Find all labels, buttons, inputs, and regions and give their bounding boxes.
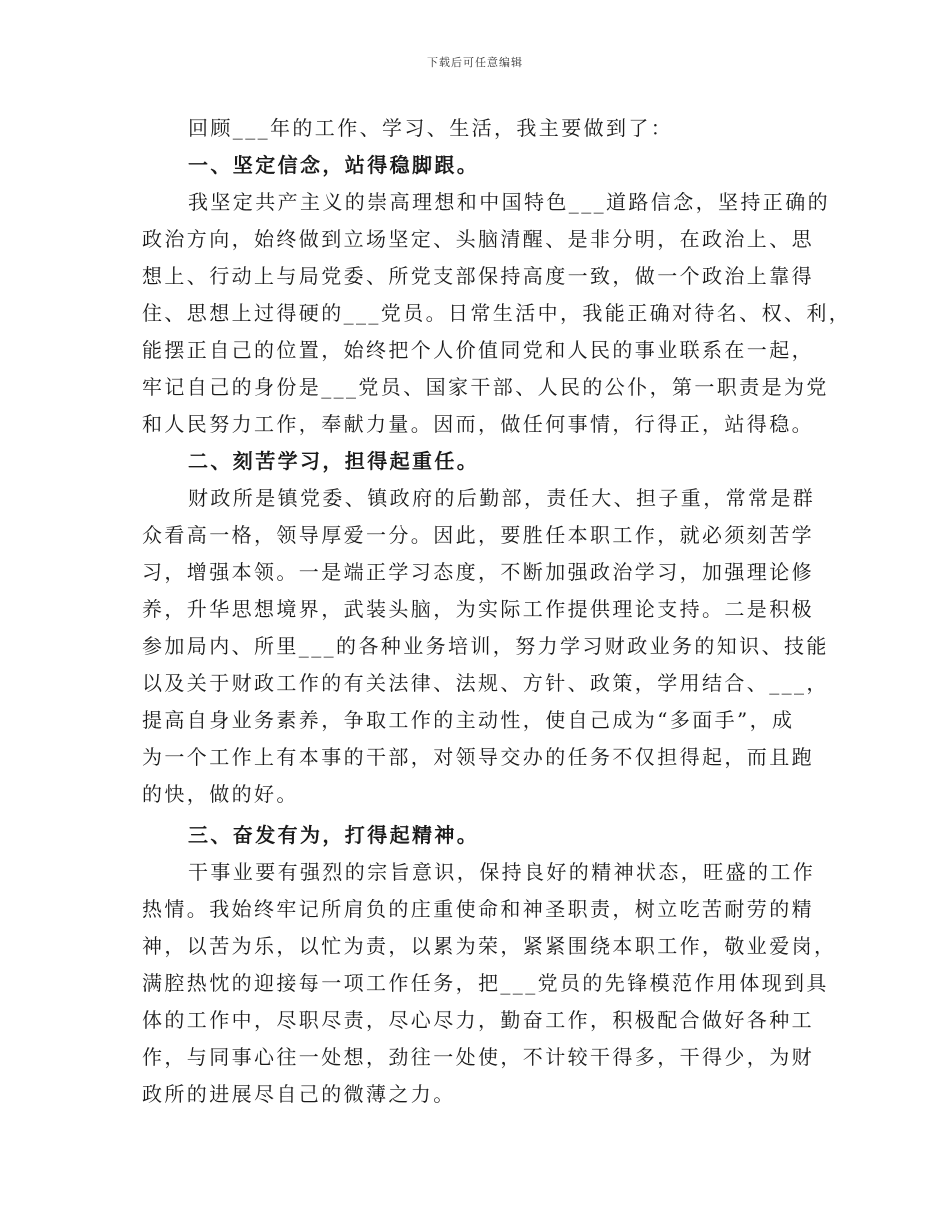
paragraph-line: 政所的进展尽自己的微薄之力。 — [142, 1082, 456, 1106]
paragraph-line: 习，增强本领。一是端正学习态度，不断加强政治学习，加强理论修 — [142, 560, 814, 584]
paragraph-line: 以及关于财政工作的有关法律、法规、方针、政策，学用结合、___， — [142, 671, 829, 695]
paragraph-line: 能摆正自己的位置，始终把个人价值同党和人民的事业联系在一起， — [142, 338, 814, 362]
paragraph-line: 提高自身业务素养，争取工作的主动性，使自己成为“多面手”，成 — [142, 708, 795, 732]
intro-paragraph-line: 回顾___年的工作、学习、生活，我主要做到了： — [188, 116, 674, 140]
section-heading-2: 二、刻苦学习，担得起重任。 — [188, 449, 480, 473]
paragraph-line: 牢记自己的身份是___党员、国家干部、人民的公仆，第一职责是为党 — [142, 375, 829, 399]
page-header: 下载后可任意编辑 — [427, 56, 523, 69]
paragraph-line: 和人民努力工作，奉献力量。因而，做任何事情，行得正，站得稳。 — [142, 412, 814, 436]
paragraph-line: 干事业要有强烈的宗旨意识，保持良好的精神状态，旺盛的工作 — [188, 860, 816, 884]
paragraph-line: 财政所是镇党委、镇政府的后勤部，责任大、担子重，常常是群 — [188, 486, 816, 510]
paragraph-line: 神，以苦为乐，以忙为责，以累为荣，紧紧围绕本职工作，敬业爱岗， — [142, 934, 837, 958]
paragraph-line: 满腔热忱的迎接每一项工作任务，把___党员的先锋模范作用体现到具 — [142, 971, 829, 995]
paragraph-line: 热情。我始终牢记所肩负的庄重使命和神圣职责，树立吃苦耐劳的精 — [142, 897, 814, 921]
section-heading-1: 一、坚定信念，站得稳脚跟。 — [188, 153, 480, 177]
paragraph-line: 体的工作中，尽职尽责，尽心尽力，勤奋工作，积极配合做好各种工 — [142, 1008, 814, 1032]
paragraph-line: 作，与同事心往一处想，劲往一处使，不计较干得多，干得少，为财 — [142, 1045, 814, 1069]
paragraph-line: 众看高一格，领导厚爱一分。因此，要胜任本职工作，就必须刻苦学 — [142, 523, 814, 547]
paragraph-line: 想上、行动上与局党委、所党支部保持高度一致，做一个政治上靠得 — [142, 264, 814, 288]
paragraph-line: 养，升华思想境界，武装头脑，为实际工作提供理论支持。二是积极 — [142, 597, 814, 621]
paragraph-line: 政治方向，始终做到立场坚定、头脑清醒、是非分明，在政治上、思 — [142, 227, 814, 251]
section-heading-3: 三、奋发有为，打得起精神。 — [188, 823, 480, 847]
paragraph-line: 的快，做的好。 — [142, 782, 299, 806]
paragraph-line: 我坚定共产主义的崇高理想和中国特色___道路信念，坚持正确的 — [188, 190, 830, 214]
document-body — [142, 110, 852, 1113]
paragraph-line: 参加局内、所里___的各种业务培训，努力学习财政业务的知识、技能 — [142, 634, 829, 658]
paragraph-line: 为一个工作上有本事的干部，对领导交办的任务不仅担得起，而且跑 — [142, 745, 814, 769]
paragraph-line: 住、思想上过得硬的___党员。日常生活中，我能正确对待名、权、利， — [142, 301, 852, 325]
